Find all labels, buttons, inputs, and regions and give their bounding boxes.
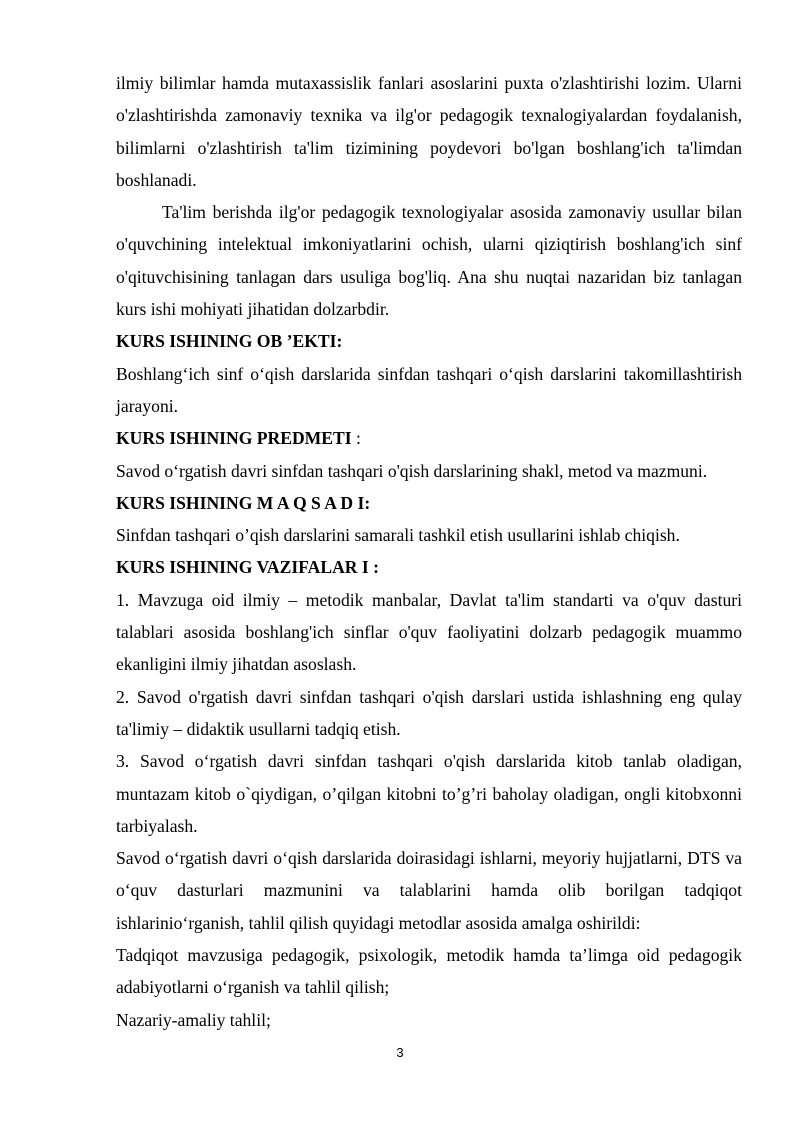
subject-heading-line [116,422,742,454]
goal-heading: KURS ISHINING M A Q S A D I: [116,492,371,513]
subject-text: Savod o‘rgatish davri sinfdan tashqari o'qish darslarining shakl, metod va mazmuni. [116,460,708,481]
intro-paragraph-2: Ta'lim berishda ilg'or pedagogik texnologiyalar asosida zamonaviy usullar bilan o'quvchining intelektual imkoniyatlarini ochish, ularni qiziqtirish boshlang'ich sinf o'qituvchisining tanlagan dars usuliga bog'liq. Ana shu nuqtai nazaridan biz tanlagan kurs ishi mohiyati jihatidan dolzarbdir. [116,202,742,320]
methods-intro: Savod o‘rgatish davri o‘qish darslarida doirasidagi ishlarni, meyoriy hujjatlarni, DTS va o‘quv dasturlari mazmunini va talablarini hamda olib borilgan tadqiqot ishlarinio‘rganish, tahlil qilish quyidagi metodlar asosida amalga oshirildi: [116,848,742,933]
subject-heading-suffix: : [351,428,361,449]
goal-text: Sinfdan tashqari o’qish darslarini samarali tashkil etish usullarini ishlab chiqish. [116,525,680,546]
task-item-3: 3. Savod o‘rgatish davri sinfdan tashqari o'qish darslarida kitob tanlab oladigan, muntazam kitob o`qiydigan, o’qilgan kitobni to’g’ri baholay oladigan, ongli kitobxonni tarbiyalash. [116,751,742,836]
subject-heading: KURS ISHINING PREDMETI [116,428,352,449]
tasks-heading: KURS ISHINING VAZIFALAR I : [116,557,379,578]
task-item-1: 1. Mavzuga oid ilmiy – metodik manbalar, Davlat ta'lim standarti va o'quv dasturi talablari asosida boshlang'ich sinflar o'quv faoliyatini dolzarb pedagogik muammo ekanligini ilmiy jihatdan asoslash. [116,589,742,675]
intro-paragraph-1: ilmiy bilimlar hamda mutaxassislik fanlari asoslarini puxta o'zlashtirishi lozim. Ularni o'zlashtirishda zamonaviy texnika va ilg'or pedagogik texnalogiyalardan foydalanish, bilimlarni o'zlashtirish ta'lim tizimining poydevori bo'lgan boshlang'ich ta'limdan boshlanadi. [116,73,742,190]
object-heading: KURS ISHINING OB ’EKTI: [116,331,343,352]
page-number: 3 [396,1045,404,1060]
task-item-2: 2. Savod o'rgatish davri sinfdan tashqari o'qish darslari ustida ishlashning eng qulay ta'limiy – didaktik usullarni tadqiq etish. [116,686,742,739]
object-text: Boshlang‘ich sinf o‘qish darslarida sinfdan tashqari o‘qish darslarini takomillashtirish jarayoni. [116,363,742,416]
page-content [116,67,742,1036]
method-item-1: Tadqiqot mavzusiga pedagogik, psixologik, metodik hamda ta’limga oid pedagogik adabiyotlarni o‘rganish va tahlil qilish; [116,945,742,998]
method-item-2: Nazariy-amaliy tahlil; [116,1009,271,1030]
